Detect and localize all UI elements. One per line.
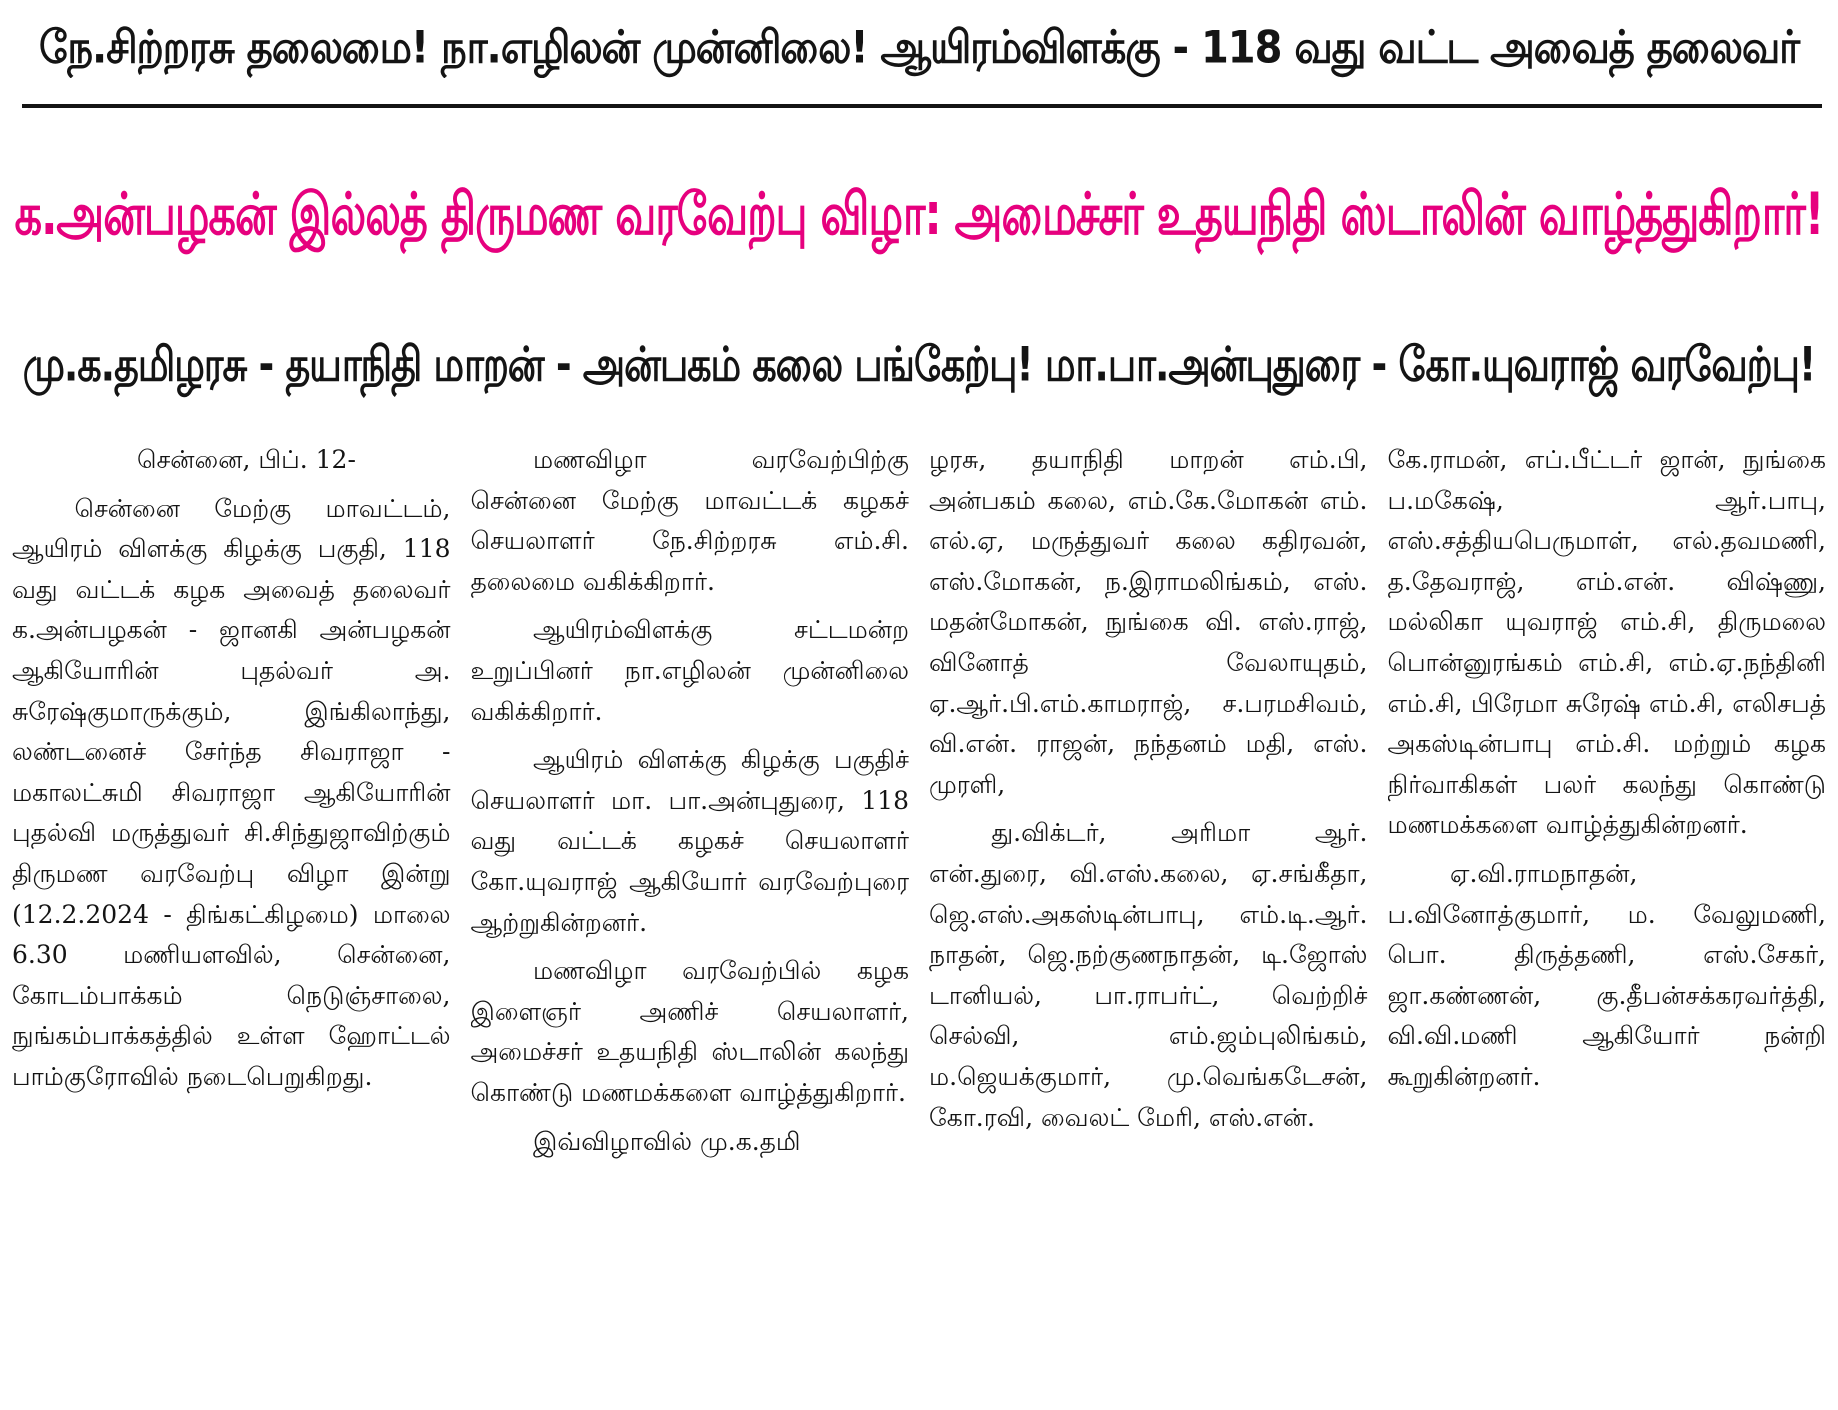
paragraph: சென்னை மேற்கு மாவட்டம், ஆயிரம் விளக்கு கிழக்கு பகுதி, 118 வது வட்டக் கழக அவைத் தலைவர் க.அன்பழகன் - ஜானகி அன்பழகன் ஆகியோரின் புதல்வர் அ. சுரேஷ்குமாருக்கும், இங்கிலாந்து, லண்டனைச் சேர்ந்த சிவராஜா - மகாலட்சுமி சிவராஜா ஆகியோரின் புதல்வி மருத்துவர் சி.சிந்துஜாவிற்கும் திருமண வரவேற்பு விழா இன்று (12.2.2024 - திங்கட்கிழமை) மாலை 6.30 மணியளவில், சென்னை, கோடம்பாக்கம் நெடுஞ்சாலை, நுங்கம்பாக்கத்தில் உள்ள ஹோட்டல் பாம்குரோவில் நடைபெறுகிறது. [12, 493, 451, 1091]
column-1 [12, 440, 451, 1406]
paragraph: கே.ராமன், எப்.பீட்டர் ஜான், நுங்கை ப.மகேஷ், ஆர்.பாபு, எஸ்.சத்தியபெருமாள், எல்.தவமணி, த.தேவராஜ், எம்.என். விஷ்ணு, மல்லிகா யுவராஜ் எம்.சி, திருமலை பொன்னுரங்கம் எம்.சி, எம்.ஏ.நந்தினி எம்.சி, பிரேமா சுரேஷ் எம்.சி, எலிசபத் அகஸ்டின்பாபு எம்.சி. மற்றும் கழக நிர்வாகிகள் பலர் கலந்து கொண்டு மணமக்களை வாழ்த்துகின்றனர். [1387, 445, 1826, 840]
paragraph: து.விக்டர், அரிமா ஆர். என்.துரை, வி.எஸ்.கலை, ஏ.சங்கீதா, ஜெ.எஸ்.அகஸ்டின்பாபு, எம்.டி.ஆர். நாதன், ஜெ.நற்குணநாதன், டி.ஜோஸ் டானியல், பா.ராபர்ட், வெற்றிச் செல்வி, எம்.ஜம்புலிங்கம், ம.ஜெயக்குமார், மு.வெங்கடேசன், கோ.ரவி, வைலட் மேரி, எஸ்.என். [929, 818, 1368, 1132]
subheadline: மு.க.தமிழரசு - தயாநிதி மாறன் - அன்பகம் கலை பங்கேற்பு! மா.பா.அன்புதுரை - கோ.யுவராஜ் வரவேற்பு! [22, 336, 1816, 392]
paragraph: ழரசு, தயாநிதி மாறன் எம்.பி, அன்பகம் கலை, எம்.கே.மோகன் எம். எல்.ஏ, மருத்துவர் கலை கதிரவன், எஸ்.மோகன், ந.இராமலிங்கம், எஸ். மதன்மோகன், நுங்கை வி. எஸ்.ராஜ், வினோத் வேலாயுதம், ஏ.ஆர்.பி.எம்.காமராஜ், ச.பரமசிவம், வி.என். ராஜன், நந்தனம் மதி, எஸ். முரளி, [929, 445, 1368, 799]
dateline: சென்னை, பிப். 12- [137, 445, 356, 474]
headline: க.அன்பழகன் இல்லத் திருமண வரவேற்பு விழா: அமைச்சர் உதயநிதி ஸ்டாலின் வாழ்த்துகிறார்! [14, 180, 1824, 249]
paragraph: ஏ.வி.ராமநாதன், ப.வினோத்குமார், ம. வேலுமணி, பொ. திருத்தணி, எஸ்.சேகர், ஜா.கண்ணன், கு.தீபன்சக்கரவர்த்தி, வி.வி.மணி ஆகியோர் நன்றி கூறுகின்றனர். [1387, 858, 1826, 1091]
paragraph: மணவிழா வரவேற்பிற்கு சென்னை மேற்கு மாவட்டக் கழகச் செயலாளர் நே.சிற்றரசு எம்.சி. தலைமை வகிக்கிறார். [470, 445, 909, 596]
column-3 [929, 440, 1368, 1406]
paragraph: ஆயிரம்விளக்கு சட்டமன்ற உறுப்பினர் நா.எழிலன் முன்னிலை வகிக்கிறார். [470, 615, 909, 726]
paragraph: மணவிழா வரவேற்பில் கழக இளைஞர் அணிச் செயலாளர், அமைச்சர் உதயநிதி ஸ்டாலின் கலந்து கொண்டு மணமக்களை வாழ்த்துகிறார். [470, 956, 909, 1107]
article-body [12, 440, 1826, 1406]
kicker-line: நே.சிற்றரசு தலைமை! நா.எழிலன் முன்னிலை! ஆயிரம்விளக்கு - 118 வது வட்ட அவைத் தலைவர் [38, 21, 1800, 73]
paragraph: இவ்விழாவில் மு.க.தமி [533, 1126, 801, 1156]
paragraph: ஆயிரம் விளக்கு கிழக்கு பகுதிச் செயலாளர் மா. பா.அன்புதுரை, 118 வது வட்டக் கழகச் செயலாளர் கோ.யுவராஜ் ஆகியோர் வரவேற்புரை ஆற்றுகின்றனர். [470, 745, 909, 937]
column-2 [471, 440, 910, 1406]
column-4 [1388, 440, 1827, 1406]
